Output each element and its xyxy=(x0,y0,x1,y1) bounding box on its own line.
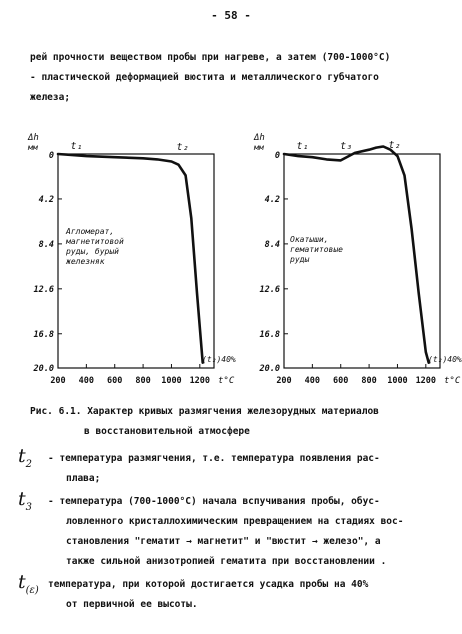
symbol: $t_3$ xyxy=(18,488,33,513)
caption-line-2: в восстановительной атмосфере xyxy=(84,426,250,437)
definition-line: плава; xyxy=(66,473,101,484)
definition-line: становления "гематит → магнетит" и "вюстит → железо", а xyxy=(66,536,381,547)
definition-line: - температура размягчения, т.е. температура появления рас- xyxy=(48,453,380,464)
curve-marker: t₁ xyxy=(70,141,83,152)
x-tick-label: 200 xyxy=(276,376,292,386)
y-tick-label: 12.6 xyxy=(259,284,280,295)
definition-line: от первичной ее высоты. xyxy=(66,599,198,610)
y-tick-label: 0 xyxy=(274,151,280,161)
material-annotation: гематитовые xyxy=(290,245,343,254)
curve-marker: t₁ xyxy=(296,141,309,152)
x-axis-label: t°C xyxy=(444,376,461,386)
material-annotation: железняк xyxy=(66,257,105,266)
curve-marker: t₂ xyxy=(388,140,401,151)
y-tick-label: 16.8 xyxy=(259,329,280,340)
y-tick-label: 8.4 xyxy=(38,239,54,250)
intro-line: рей прочности веществом пробы при нагреве, а затем (700-1000°C) xyxy=(30,52,391,63)
definition-t3 xyxy=(18,488,454,572)
x-tick-label: 600 xyxy=(333,376,349,386)
y-axis-label: Δh xyxy=(28,133,39,143)
page-number: - 58 - xyxy=(211,9,251,22)
material-annotation: магнетитовой xyxy=(66,237,124,246)
y-tick-label: 4.2 xyxy=(264,194,280,205)
figure-charts xyxy=(18,118,462,398)
curve-end-marker: (t₂)40% xyxy=(202,355,236,364)
symbol: $t_{(\varepsilon)}$ xyxy=(18,571,39,596)
curve-end-marker: (t₂)40% xyxy=(428,355,462,364)
x-tick-label: 1000 xyxy=(161,376,182,386)
y-tick-label: 16.8 xyxy=(33,329,54,340)
curve-marker: t₂ xyxy=(176,142,189,153)
definition-t40 xyxy=(18,571,454,615)
y-axis-unit: мм xyxy=(28,143,38,152)
x-tick-label: 400 xyxy=(304,376,321,386)
definition-t2 xyxy=(18,445,454,489)
definition-line: ловленного кристаллохимическим превращением на стадиях вос- xyxy=(66,516,404,527)
definition-line: - температура (700-1000°C) начала вспучивания пробы, обус- xyxy=(48,496,380,507)
x-tick-label: 400 xyxy=(78,376,95,386)
y-tick-label: 4.2 xyxy=(38,194,54,205)
x-tick-label: 200 xyxy=(50,376,66,386)
x-tick-label: 1000 xyxy=(387,376,408,386)
symbol: $t_2$ xyxy=(18,445,33,470)
intro-paragraph xyxy=(30,48,450,108)
intro-line: - пластической деформацией вюстита и металлического губчатого xyxy=(30,72,379,83)
x-tick-label: 800 xyxy=(361,376,377,386)
y-axis-label: Δh xyxy=(254,133,265,143)
y-tick-label: 20.0 xyxy=(259,364,280,374)
material-annotation: руды xyxy=(290,255,310,264)
intro-line: железа; xyxy=(30,92,71,103)
x-tick-label: 1200 xyxy=(415,376,437,386)
x-tick-label: 800 xyxy=(135,376,151,386)
y-tick-label: 20.0 xyxy=(33,364,54,374)
figure-caption xyxy=(30,402,450,442)
x-axis-label: t°C xyxy=(218,376,235,386)
y-tick-label: 12.6 xyxy=(33,284,54,295)
material-annotation: Агломерат, xyxy=(66,227,115,236)
y-axis-unit: мм xyxy=(254,143,264,152)
definitions-list xyxy=(18,445,454,618)
caption-line-1: Рис. 6.1. Характер кривых размягчения железорудных материалов xyxy=(30,406,379,417)
definition-line: также сильной анизотропией гематита при восстановлении . xyxy=(66,556,387,567)
material-annotation: руды, бурый xyxy=(66,247,119,256)
y-tick-label: 0 xyxy=(48,151,54,161)
material-annotation: Окатыши, xyxy=(290,235,329,244)
x-tick-label: 600 xyxy=(107,376,123,386)
x-tick-label: 1200 xyxy=(189,376,211,386)
definition-line: температура, при которой достигается усадка пробы на 40% xyxy=(48,579,369,590)
y-tick-label: 8.4 xyxy=(264,239,280,250)
curve-marker: t₃ xyxy=(340,141,353,152)
